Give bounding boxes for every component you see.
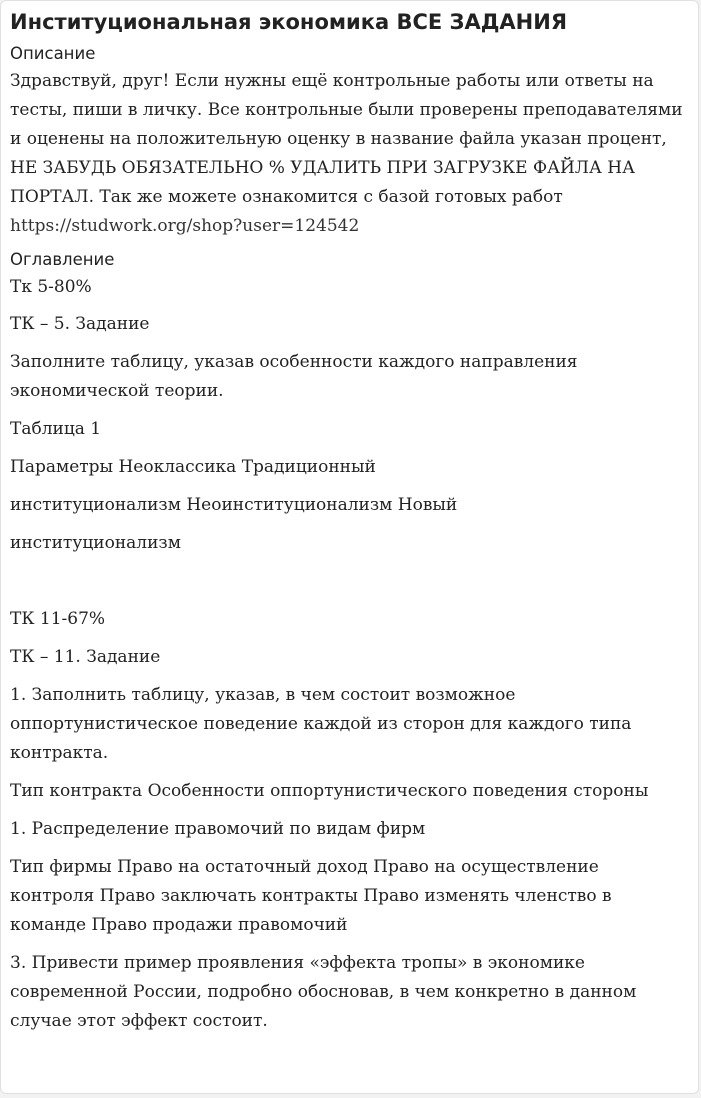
task-tk11-item-1: 1. Заполнить таблицу, указав, в чем состоит возможное оппортунистическое поведение каждой из сторон для каждого типа контракта. [10,685,632,763]
task-tk11-title: ТК – 11. Задание [10,647,161,667]
table-caption: Таблица 1 [10,419,102,439]
table-header-line-2: институционализм Неоинституционализм Новый [10,495,458,515]
task-tk11-item-rights: 1. Распределение правомочий по видам фирм [10,819,426,839]
document-title: Институциональная экономика ВСЕ ЗАДАНИЯ [10,10,568,34]
toc-label: Оглавление [10,250,115,269]
section-tk5-heading: Тк 5-80% [10,277,92,297]
task-tk11-item-3: 3. Привести пример проявления «эффекта тропы» в экономике современной России, подробно обосновав, в чем конкретно в данном случае этот эффект состоит. [10,953,637,1031]
description-text [10,67,688,241]
task-tk5-title: ТК – 5. Задание [10,314,150,334]
task-tk5-text: Заполните таблицу, указав особенности каждого направления экономической теории. [10,352,578,401]
table-header-line-1: Параметры Неоклассика Традиционный [10,457,376,477]
firm-table-header: Тип фирмы Право на остаточный доход Право на осуществление контроля Право заключать контракты Право изменять членство в команде Право продажи правомочий [10,857,612,935]
section-tk11-heading: ТК 11-67% [10,609,106,629]
table-header-line-3: институционализм [10,533,181,553]
empty-gap [10,567,688,605]
contract-table-header: Тип контракта Особенности оппортунистического поведения стороны [10,781,649,801]
description-body: Здравствуй, друг! Если нужны ещё контрольные работы или ответы на тесты, пиши в личку. Все контрольные были проверены преподавателями и оценены на положительную оценку в название файла указан процент, НЕ ЗАБУДЬ ОБЯЗАТЕЛЬНО % УДАЛИТЬ ПРИ ЗАГРУЗКЕ ФАЙЛА НА ПОРТАЛ. Так же можете ознакомится с базой готовых работ [10,71,683,207]
description-label: Описание [10,44,96,63]
shop-link[interactable]: https://studwork.org/shop?user=124542 [10,216,360,236]
